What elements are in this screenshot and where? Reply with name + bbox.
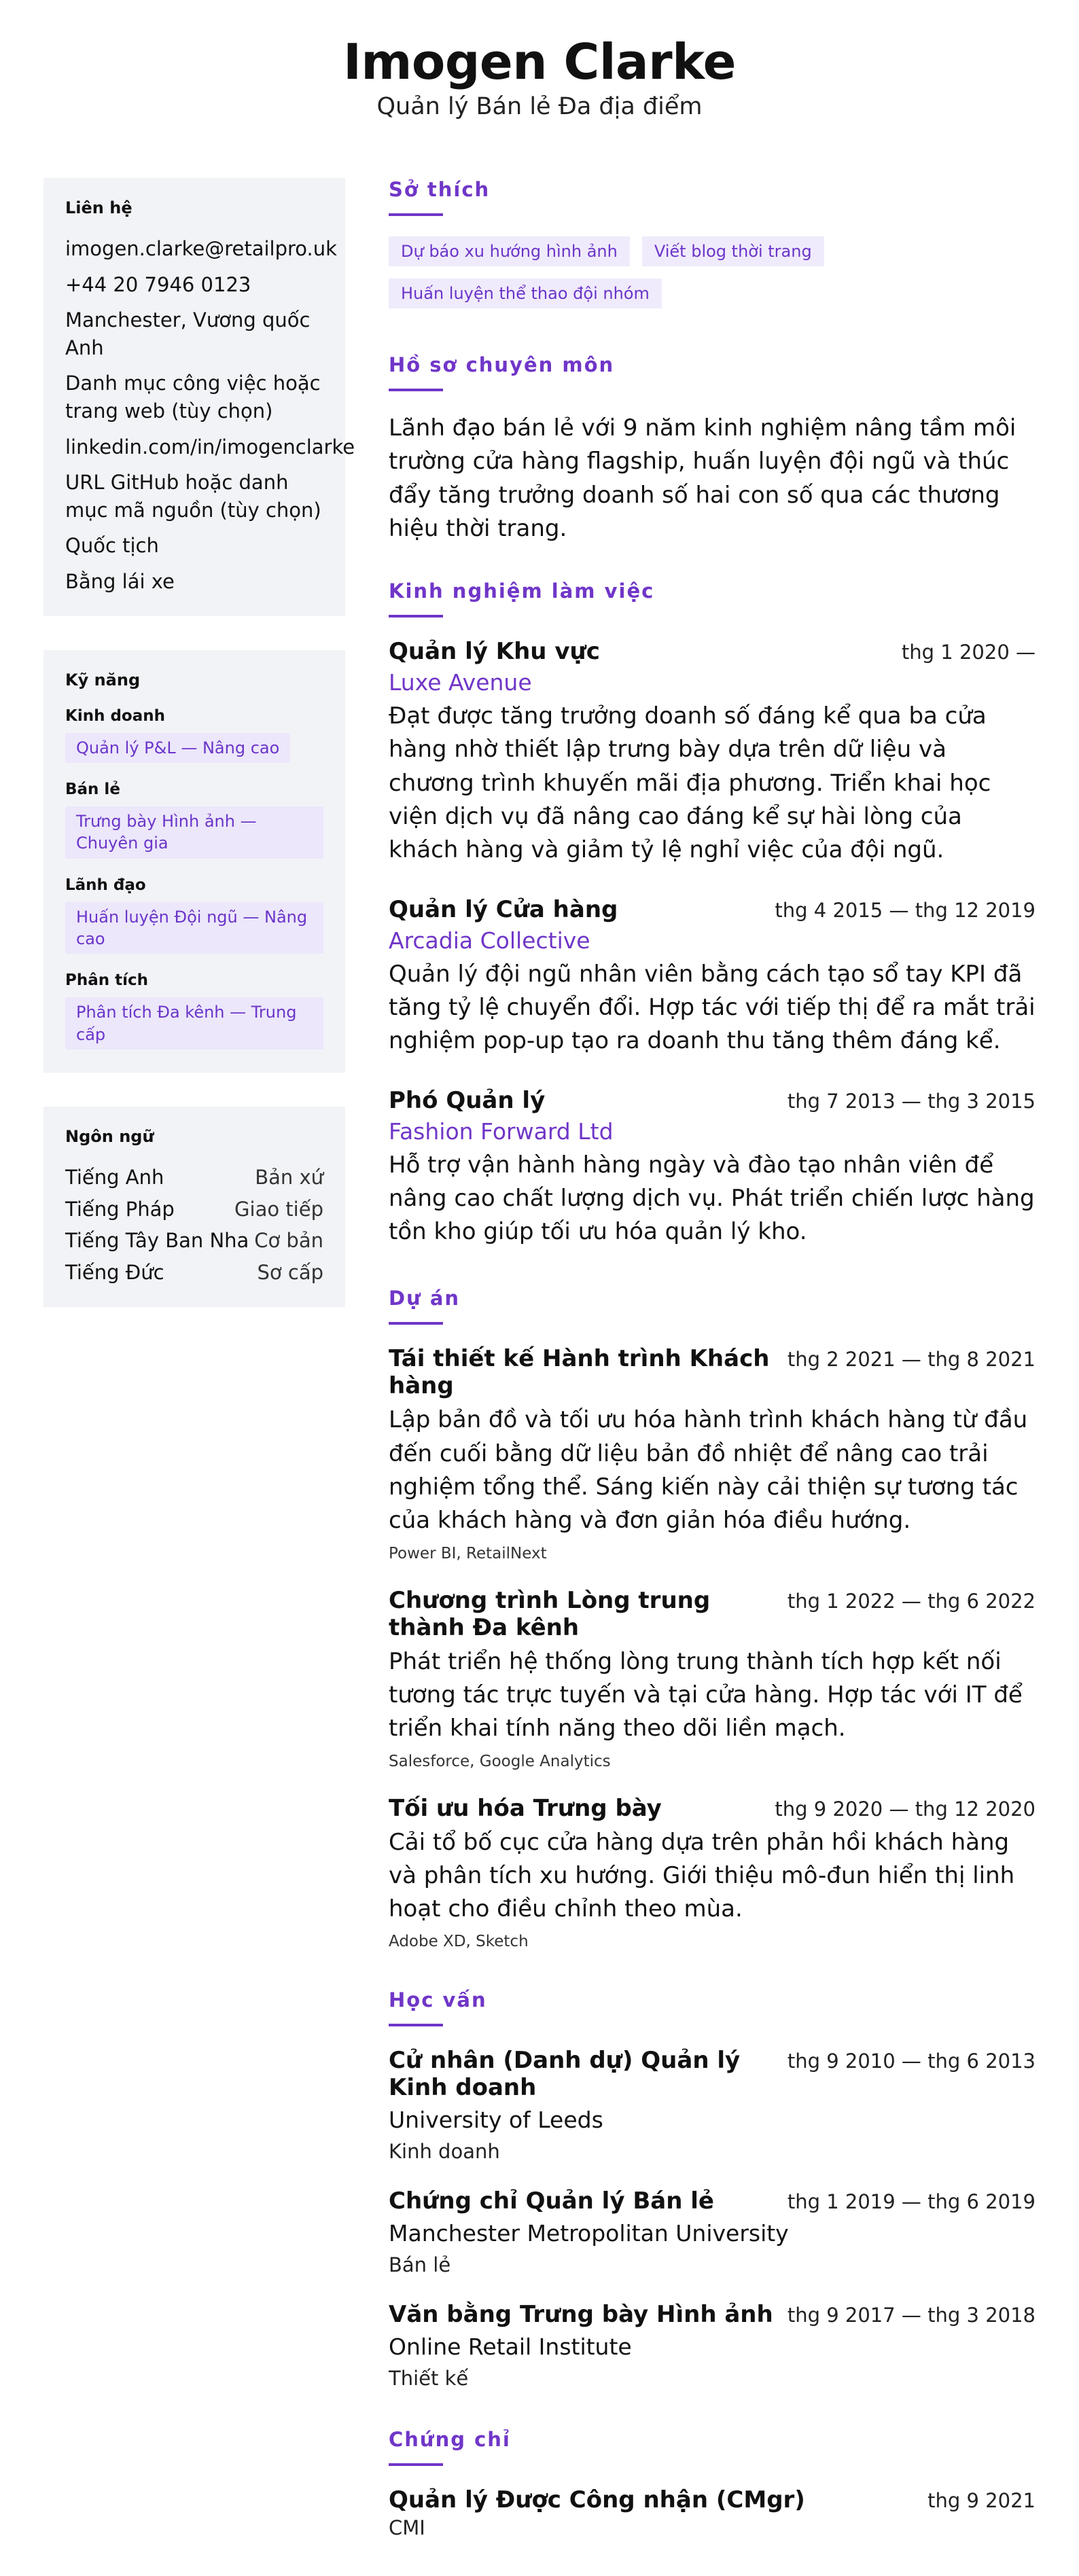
section-title: Kinh nghiệm làm việc [389,579,655,603]
sidebar [43,178,355,1341]
section-title: Dự án [389,1287,461,1310]
experience-entry [389,896,1036,1058]
school-name: Online Retail Institute [389,2333,632,2361]
entry-header [389,638,1036,665]
entry-header [389,1587,1036,1641]
language-level: Cơ bản [254,1229,323,1253]
projects-section [389,1287,1036,1950]
contact-nationality: Quốc tịch [65,534,159,558]
section-divider [389,2024,443,2026]
company-name: Fashion Forward Ltd [389,1117,614,1145]
job-title: Quản lý Khu vực [389,638,600,666]
entry-header [389,1087,1036,1114]
interest-tag: Viết blog thời trang [642,236,824,266]
entry-header [389,896,1036,923]
section-title: Sở thích [389,178,491,201]
degree-name: Chứng chỉ Quản lý Bán lẻ [389,2187,714,2215]
interest-tag: Dự báo xu hướng hình ảnh [389,236,630,266]
skill-category: Kinh doanh [65,706,165,725]
section-divider [389,2463,443,2466]
section-title: Chứng chỉ [389,2428,511,2452]
experience-entry [389,1087,1036,1249]
study-field: Thiết kế [389,2367,469,2391]
certifications-section [389,2428,1036,2539]
job-description: Hỗ trợ vận hành hàng ngày và đào tạo nhân viên để nâng cao chất lượng dịch vụ. Phát triển chiến lược hàng tồn kho giúp tối ưu hóa quản lý kho. [389,1151,1035,1246]
language-name: Tiếng Pháp [65,1197,175,1221]
entry-header [389,1345,1036,1399]
project-dates: thg 1 2022 — thg 6 2022 [787,1589,1036,1613]
education-dates: thg 1 2019 — thg 6 2019 [787,2190,1036,2214]
project-name: Tái thiết kế Hành trình Khách hàng [389,1345,770,1400]
interest-tag: Huấn luyện thể thao đội nhóm [389,279,662,308]
section-title: Hồ sơ chuyên môn [389,353,615,376]
project-description: Lập bản đồ và tối ưu hóa hành trình khách hàng từ đầu đến cuối bằng dữ liệu bản đồ nhiệt để nâng cao trải nghiệm tổng thể. Sáng kiến này cải thiện sự tương tác của khách hàng và đơn giản hóa điều hướng. [389,1406,1028,1535]
certification-name: Quản lý Được Công nhận (CMgr) [389,2486,805,2514]
skill-group [65,971,323,1050]
job-dates: thg 7 2013 — thg 3 2015 [787,1089,1036,1113]
company-name: Luxe Avenue [389,669,532,696]
study-field: Bán lẻ [389,2253,451,2277]
education-entry [389,2047,1036,2163]
degree-name: Cử nhân (Danh dự) Quản lý Kinh doanh [389,2047,741,2102]
contact-card [43,178,355,616]
school-name: University of Leeds [389,2107,603,2134]
project-entry [389,1587,1036,1770]
school-name: Manchester Metropolitan University [389,2220,789,2247]
language-name: Tiếng Anh [65,1166,164,1189]
experience-section [389,579,1036,1249]
skill-tag: Trưng bày Hình ảnh — Chuyên gia [65,806,323,859]
contact-email[interactable]: imogen.clarke@retailpro.uk [65,237,337,260]
company-name: Arcadia Collective [389,927,590,954]
education-section [389,1988,1036,2390]
job-dates: thg 4 2015 — thg 12 2019 [775,898,1036,922]
language-row [65,1164,323,1192]
main-content [389,178,1036,2539]
job-title: Quản lý Cửa hàng [389,895,618,923]
job-title: Phó Quản lý [389,1086,546,1114]
project-name: Chương trình Lòng trung thành Đa kênh [389,1586,711,1641]
education-dates: thg 9 2010 — thg 6 2013 [787,2050,1036,2073]
project-tech: Adobe XD, Sketch [389,1933,529,1951]
profile-summary: Lãnh đạo bán lẻ với 9 năm kinh nghiệm nâng tầm môi trường cửa hàng flagship, huấn luyện đội ngũ và thúc đẩy tăng trưởng doanh số hai con số qua các thương hiệu thời trang. [389,414,1016,542]
project-dates: thg 9 2020 — thg 12 2020 [775,1797,1036,1821]
skill-group [65,876,323,954]
certification-entry [389,2486,1036,2539]
project-description: Phát triển hệ thống lòng trung thành tích hợp kết nối tương tác trực tuyến và tại cửa hàng. Hợp tác với IT để triển khai tính năng theo dõi liền mạch. [389,1647,1023,1742]
language-level: Sơ cấp [257,1261,323,1285]
skill-category: Lãnh đạo [65,876,146,894]
resume-header [0,34,1079,120]
project-dates: thg 2 2021 — thg 8 2021 [787,1348,1036,1372]
language-name: Tiếng Tây Ban Nha [65,1229,249,1253]
contact-title: Liên hệ [65,198,132,217]
language-row [65,1196,323,1223]
project-description: Cải tổ bố cục cửa hàng dựa trên phản hồi khách hàng và phân tích xu hướng. Giới thiệu mô-đun hiển thị linh hoạt cho điều chỉnh theo mùa. [389,1828,1015,1923]
contact-linkedin[interactable]: linkedin.com/in/imogenclarke [65,435,355,459]
job-dates: thg 1 2020 — [901,641,1036,664]
experience-entry [389,638,1036,867]
section-divider [389,213,443,216]
project-entry [389,1795,1036,1951]
candidate-headline: Quản lý Bán lẻ Đa địa điểm [376,92,703,120]
section-divider [389,389,443,391]
project-entry [389,1345,1036,1562]
interest-list [389,236,905,308]
section-divider [389,1322,443,1325]
entry-header [389,2047,1036,2101]
contact-github: URL GitHub hoặc danh mục mã nguồn (tùy chọn) [65,471,321,522]
languages-title: Ngôn ngữ [65,1127,154,1147]
profile-section [389,353,1036,545]
skills-card [43,650,345,1073]
project-name: Tối ưu hóa Trưng bày [389,1794,662,1822]
certification-issuer: CMI [389,2516,425,2540]
languages-card [43,1107,345,1306]
education-dates: thg 9 2017 — thg 3 2018 [787,2304,1036,2327]
skill-category: Bán lẻ [65,780,120,798]
education-entry [389,2301,1036,2390]
contact-phone[interactable]: +44 20 7946 0123 [65,272,251,296]
entry-header [389,2301,1036,2328]
interests-section [389,178,1036,308]
skills-title: Kỹ năng [65,670,141,690]
job-description: Quản lý đội ngũ nhân viên bằng cách tạo sổ tay KPI đã tăng tỷ lệ chuyển đổi. Hợp tác với tiếp thị để ra mắt trải nghiệm pop-up tạo ra doanh thu tăng thêm đáng kể. [389,960,1036,1055]
skill-tag: Huấn luyện Đội ngũ — Nâng cao [65,902,323,954]
project-tech: Power BI, RetailNext [389,1544,547,1562]
language-level: Giao tiếp [234,1197,323,1221]
study-field: Kinh doanh [389,2140,500,2164]
skill-category: Phân tích [65,971,149,990]
language-row [65,1227,323,1255]
entry-header [389,2187,1036,2215]
education-entry [389,2187,1036,2276]
skill-tag: Phân tích Đa kênh — Trung cấp [65,997,323,1050]
contact-portfolio: Danh mục công việc hoặc trang web (tùy chọn) [65,372,321,423]
contact-license: Bằng lái xe [65,569,175,593]
skill-group [65,781,323,859]
entry-header [389,2486,1036,2514]
project-tech: Salesforce, Google Analytics [389,1752,611,1770]
skill-tag: Quản lý P&L — Nâng cao [65,733,290,763]
language-row [65,1259,323,1287]
contact-location: Manchester, Vương quốc Anh [65,308,311,359]
entry-header [389,1795,1036,1822]
candidate-name: Imogen Clarke [343,33,736,90]
section-divider [389,615,443,618]
language-level: Bản xứ [255,1166,323,1189]
certification-date: thg 9 2021 [927,2489,1036,2513]
degree-name: Văn bằng Trưng bày Hình ảnh [389,2301,773,2329]
job-description: Đạt được tăng trưởng doanh số đáng kể qua ba cửa hàng nhờ thiết lập trưng bày dựa trên dữ liệu và chương trình khuyến mãi địa phương. Triển khai học viện dịch vụ đã nâng cao đáng kể sự hài lòng của khách hàng và giảm tỷ lệ nghỉ việc của đội ngũ. [389,702,991,864]
language-name: Tiếng Đức [65,1261,164,1285]
section-title: Học vấn [389,1988,487,2012]
skill-group [65,707,323,781]
